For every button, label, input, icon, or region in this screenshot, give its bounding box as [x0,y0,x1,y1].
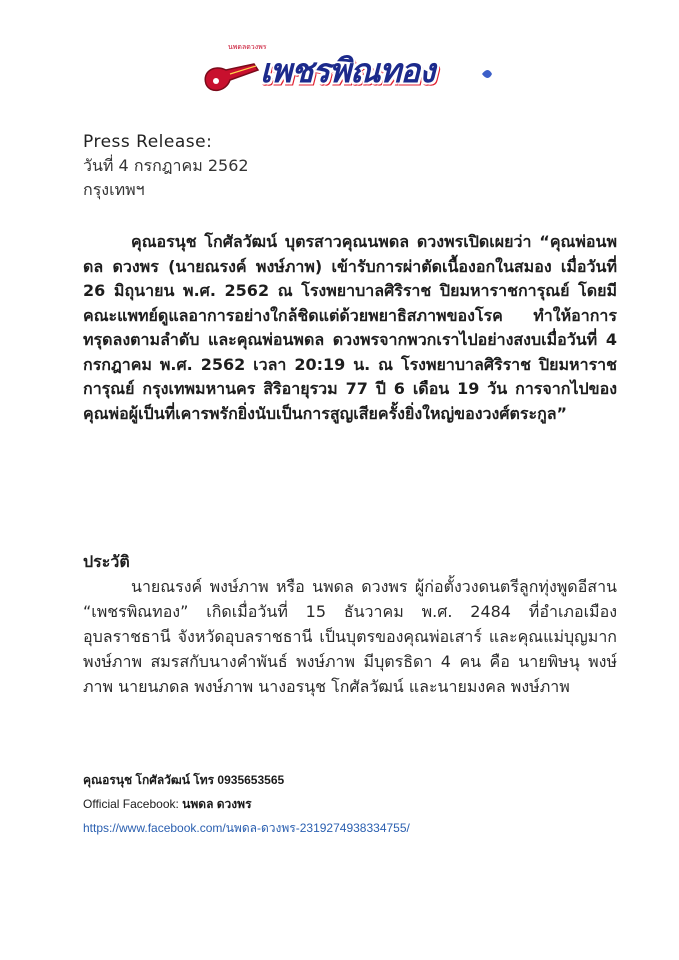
press-header [83,130,249,202]
contact-block [83,768,410,840]
contact-name-phone: คุณอรนุช โกศัลวัฒน์ โทร 0935653565 [83,773,285,787]
history-paragraph: นายณรงค์ พงษ์ภาพ หรือ นพดล ดวงพร ผู้ก่อตั้งวงดนตรีลูกทุ่งพูดอีสาน “เพชรพิณทอง” เกิดเมื่อวันที่ 15 ธันวาคม พ.ศ. 2484 ที่อำเภอเมืองอุบลราชธานี จังหวัดอุบลราชธานี เป็นบุตรของคุณพ่อเสาร์ และคุณแม่บุญมาก พงษ์ภาพ สมรสกับนางคำพันธ์ พงษ์ภาพ มีบุตรธิดา 4 คน คือ นายพิษนุ พงษ์ภาพ นายนภดล พงษ์ภาพ นางอรนุช โกศัลวัฒน์ และนายมงคล พงษ์ภาพ [83,577,617,696]
statement-paragraph: คุณอรนุช โกศัลวัฒน์ บุตรสาวคุณนพดล ดวงพรเปิดเผยว่า “คุณพ่อนพดล ดวงพร (นายณรงค์ พงษ์ภาพ) เข้ารับการผ่าตัดเนื้องอกในสมอง เมื่อวันที่ 26 มิถุนายน พ.ศ. 2562 ณ โรงพยาบาลศิริราช ปิยมหาราชการุณย์ โดยมีคณะแพทย์ดูแลอาการอย่างใกล้ชิดแต่ด้วยพยาธิสภาพของโรค ทำให้อาการทรุดลงตามลำดับ และคุณพ่อนพดล ดวงพรจากพวกเราไปอย่างสงบเมื่อวันที่ 4 กรกฎาคม พ.ศ. 2562 เวลา 20:19 น. ณ โรงพยาบาลศิริราช ปิยมหาราชการุณย์ กรุงเทพมหานคร สิริอายุรวม 77 ปี 6 เดือน 19 วัน การจากไปของคุณพ่อผู้เป็นที่เคารพรักยิ่งนับเป็นการสูญเสียครั้งยิ่งใหญ่ของวงศ์ตระกูล” [83,232,617,423]
release-city: กรุงเทพฯ [83,180,145,199]
press-release-title: Press Release: [83,132,213,152]
facebook-line [83,792,410,816]
logo [200,34,500,100]
release-date: วันที่ 4 กรกฎาคม 2562 [83,156,249,175]
facebook-name: นพดล ดวงพร [182,797,252,811]
history-heading: ประวัติ [83,552,130,571]
logo-text: เพชรพิณทอง [260,51,435,90]
facebook-link[interactable]: https://www.facebook.com/นพดล-ดวงพร-2319274938334755/ [83,821,410,835]
facebook-label: Official Facebook: [83,797,179,811]
logo-small-text: นพดลดวงพร [228,43,267,51]
